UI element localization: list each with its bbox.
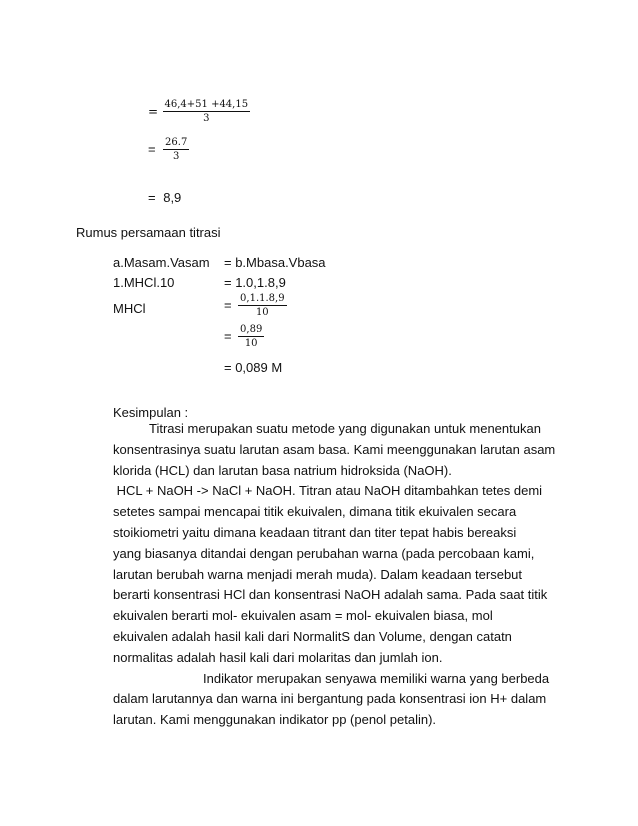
- fraction: [163, 137, 189, 162]
- paragraph-line: konsentrasinya suatu larutan asam basa. Kami meenggunakan larutan asam: [113, 441, 556, 457]
- paragraph-line: dalam larutannya dan warna ini bergantung pada konsentrasi ion H+ dalam: [113, 691, 547, 707]
- fraction-numerator: 46,4+51 +44,15: [164, 99, 249, 110]
- formula-row3-right: [224, 293, 287, 318]
- fraction-denominator: 3: [203, 113, 210, 124]
- equals-sign: =: [148, 141, 156, 157]
- paragraph-line: Indikator merupakan senyawa memiliki warna yang berbeda: [203, 670, 550, 686]
- equals-sign: =: [148, 104, 159, 119]
- formula-result: = 0,089 M: [224, 360, 283, 375]
- paragraph-line: ekuivalen adalah hasil kali dari NormalitS dan Volume, dengan catatn: [113, 628, 512, 644]
- paragraph-line: Titrasi merupakan suatu metode yang digunakan untuk menentukan: [149, 421, 541, 436]
- calc-line-3: [148, 190, 181, 206]
- formula-row1-right: = b.Mbasa.Vbasa: [224, 255, 326, 270]
- paragraph-line: klorida (HCL) dan larutan basa natrium hidroksida (NaOH).: [113, 462, 452, 478]
- fraction-denominator: 10: [244, 338, 258, 349]
- fraction-numerator: 26.7: [165, 137, 188, 148]
- paragraph-line: setetes sampai mencapai titik ekuivalen, dimana titik ekuivalen secara: [113, 504, 517, 520]
- paragraph-line: ekuivalen berarti mol- ekuivalen asam = mol- ekuivalen biasa, mol: [113, 608, 493, 624]
- paragraph-line: berarti konsentrasi HCl dan konsentrasi NaOH adalah sama. Pada saat titik: [113, 587, 548, 603]
- formula-row2-left: 1.MHCl.10: [113, 275, 175, 290]
- equals-sign: =: [224, 297, 232, 313]
- fraction-denominator: 3: [172, 151, 180, 162]
- conclusion-paragraph: [113, 419, 555, 731]
- paragraph-line: HCL + NaOH -> NaCl + NaOH. Titran atau NaOH ditambahkan tetes demi: [113, 483, 543, 499]
- fraction-numerator: 0,1.1.8,9: [240, 293, 285, 304]
- fraction: [163, 99, 251, 124]
- equals-sign: =: [224, 328, 232, 344]
- paragraph-line: normalitas adalah hasil kali dari molaritas dan jumlah ion.: [113, 649, 443, 665]
- equals-sign: =: [148, 190, 156, 205]
- paragraph-line: larutan. Kami menggunakan indikator pp (penol petalin).: [113, 712, 437, 728]
- paragraph-line: stoikiometri yaitu dimana keadaan titrant dan titer tepat habis bereaksi: [113, 524, 517, 540]
- calc-line-1: [148, 99, 250, 124]
- formula-row4: [224, 324, 264, 349]
- paragraph-line: yang biasanya ditandai dengan perubahan warna (pada percobaan kami,: [113, 545, 535, 561]
- calc-line-2: [148, 137, 189, 162]
- formula-row2-right: = 1.0,1.8,9: [224, 275, 286, 290]
- fraction-denominator: 10: [255, 307, 269, 318]
- calc-result: 8,9: [163, 190, 182, 205]
- fraction: [238, 293, 287, 318]
- fraction: [238, 324, 264, 349]
- fraction-numerator: 0,89: [240, 324, 263, 335]
- formula-row1-left: a.Masam.Vasam: [113, 255, 210, 270]
- formula-row3-left: MHCl: [113, 301, 146, 316]
- paragraph-line: larutan berubah warna menjadi merah muda). Dalam keadaan tersebut: [113, 566, 523, 582]
- section-heading: Rumus persamaan titrasi: [76, 225, 221, 240]
- conclusion-title: Kesimpulan :: [113, 405, 189, 420]
